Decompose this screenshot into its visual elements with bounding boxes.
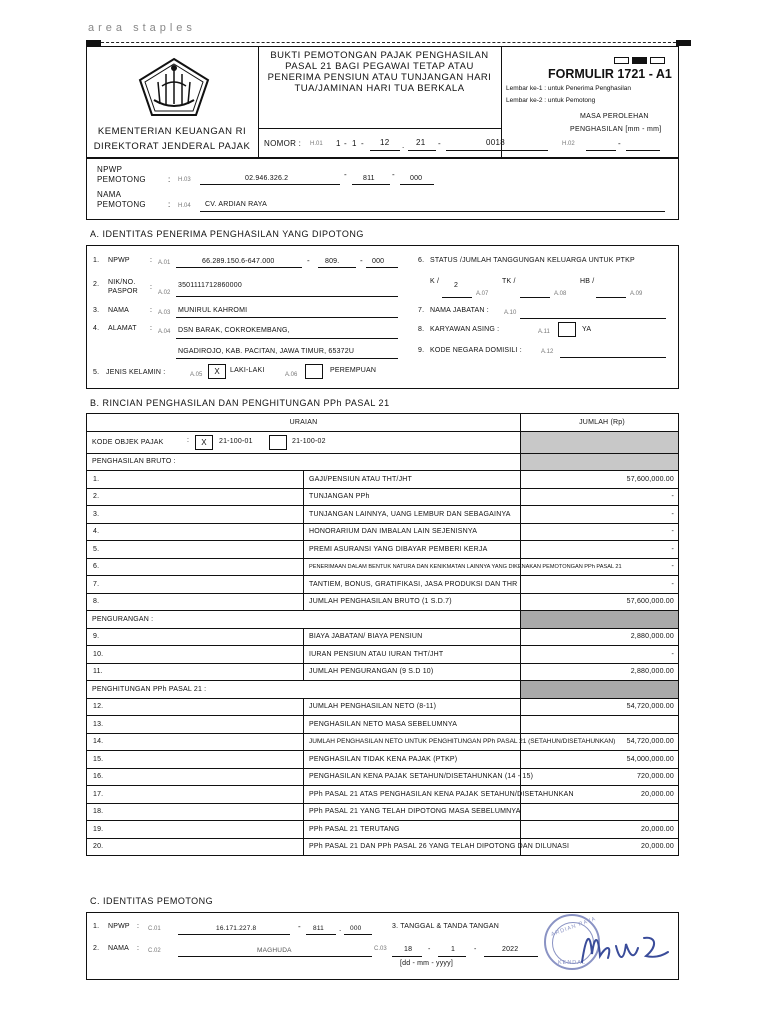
lembar-1: Lembar ke-1 : untuk Penerima Penghasilan [506,85,632,92]
kode-objek-row: KODE OBJEK PAJAK : X 21-100-01 21-100-02 [87,431,679,453]
checkbox-laki-laki[interactable]: X [208,364,226,379]
checkbox-21-100-02[interactable] [269,435,287,450]
section-b-title: B. RINCIAN PENGHASILAN DAN PENGHITUNGAN PPh PASAL 21 [90,398,390,408]
table-row: 12. JUMLAH PENGHASILAN NETO (8-11) 54,720,000.00 [87,698,679,716]
table-row: 11. JUMLAH PENGURANGAN (9 S.D 10) 2,880,000.00 [87,663,679,681]
table-row: 8. JUMLAH PENGHASILAN BRUTO (1 S.D.7) 57,600,000.00 [87,593,679,611]
penerima-nama: MUNIRUL KAHROMI [178,307,248,314]
form-title-line-4: TUA/JAMINAN HARI TUA BERKALA [294,83,465,94]
col-jumlah: JUMLAH (Rp) [521,414,679,432]
penerima-npwp-1: 66.289.150.6-647.000 [202,258,275,265]
tanggal-dd: 18 [404,946,413,953]
form-title-line-1: BUKTI PEMOTONGAN PAJAK PENGHASILAN [270,50,489,61]
pemotong-npwp-3: 000 [410,175,423,182]
table-row: 10. IURAN PENSIUN ATAU IURAN THT/JHT - [87,646,679,664]
stamp-text-bottom: KENDAL [558,960,587,966]
table-row: 7. TANTIEM, BONUS, GRATIFIKASI, JASA PRODUKSI DAN THR - [87,576,679,594]
signature-image [560,916,672,974]
penerima-nik: 3501111712860000 [178,282,242,289]
form-title-line-2: PASAL 21 BAGI PEGAWAI TETAP ATAU [285,61,474,72]
penerima-alamat-2: NGADIROJO, KAB. PACITAN, JAWA TIMUR, 65372U [178,348,355,355]
table-row: 19. PPh PASAL 21 TERUTANG 20,000.00 [87,821,679,839]
table-row: 6. PENERIMAAN DALAM BENTUK NATURA DAN KENIKMATAN LAINNYA YANG DIKENAKAN PEMOTONGAN PPh PASAL 21 - [87,558,679,576]
staples-line [86,42,691,43]
masa-from [586,150,616,151]
table-row: 3. TUNJANGAN LAINNYA, UANG LEMBUR DAN SEBAGAINYA - [87,506,679,524]
rincian-table [86,413,679,856]
section-c-title: C. IDENTITAS PEMOTONG [90,896,214,906]
checkbox-21-100-01[interactable]: X [195,435,213,450]
table-row: 17. PPh PASAL 21 ATAS PENGHASILAN KENA PAJAK SETAHUN/DISETAHUNKAN 20,000.00 [87,786,679,804]
tanggal-format: [dd - mm - yyyy] [400,960,453,967]
pemotong-c-npwp-1: 16.171.227.8 [216,925,257,932]
nomor-code: H.01 [310,141,323,147]
form-marker-1 [614,57,629,64]
tanggal-mm: 1 [451,946,456,953]
bruto-header-row: PENGHASILAN BRUTO : [87,453,679,471]
pengurangan-header-row: PENGURANGAN : [87,611,679,629]
table-row: 9. BIAYA JABATAN/ BIAYA PENSIUN 2,880,000.00 [87,628,679,646]
k-value: 2 [454,282,459,289]
table-row: 14. JUMLAH PENGHASILAN NETO UNTUK PENGHITUNGAN PPh PASAL 21 (SETAHUN/DISETAHUNKAN) 54,720,000.00 [87,733,679,751]
ministry-name: KEMENTERIAN KEUANGAN RI [97,126,247,137]
tanggal-yyyy: 2022 [502,946,519,953]
form-title-line-3: PENERIMA PENSIUN ATAU TUNJANGAN HARI [267,72,492,83]
directorate-name: DIREKTORAT JENDERAL PAJAK [93,141,251,152]
form-marker-2 [632,57,647,64]
penerima-npwp-2: 809. [325,258,340,265]
penerima-alamat-1: DSN BARAK, COKROKEMBANG, [178,327,290,334]
section-a-title: A. IDENTITAS PENERIMA PENGHASILAN YANG DIPOTONG [90,229,364,239]
kemenkeu-logo-icon [136,56,212,118]
checkbox-karyawan-asing[interactable] [558,322,576,337]
nomor-c: 12 [380,138,390,147]
table-row: 18. PPh PASAL 21 YANG TELAH DIPOTONG MASA SEBELUMNYA [87,803,679,821]
lembar-2: Lembar ke-2 : untuk Pemotong [506,97,596,104]
nomor-a: 1 [336,139,341,148]
nomor-e: 0018 [486,138,505,147]
pemotong-npwp-1: 02.946.326.2 [245,175,289,182]
table-row: 16. PENGHASILAN KENA PAJAK SETAHUN/DISETAHUNKAN (14 - 15) 720,000.00 [87,768,679,786]
pemotong-c-npwp-2: 811 [313,925,324,932]
pemotong-npwp-2: 811 [363,175,375,182]
stamp-text-top: ARDIAN RAYA [550,916,598,938]
table-row: 2. TUNJANGAN PPh - [87,488,679,506]
nomor-d: 21 [416,138,426,147]
checkbox-perempuan[interactable] [305,364,323,379]
table-row: 1. GAJI/PENSIUN ATAU THT/JHT 57,600,000.00 [87,471,679,489]
nomor-b: 1 [352,139,357,148]
table-row: 13. PENGHASILAN NETO MASA SEBELUMNYA [87,716,679,734]
masa-to [626,150,660,151]
col-uraian: URAIAN [87,414,521,432]
pemotong-nama: CV. ARDIAN RAYA [205,201,268,208]
masa-code: H.02 [562,141,575,147]
masa-label-1: MASA PEROLEHAN [580,113,649,120]
masa-label-2: PENGHASILAN [mm - mm] [570,126,662,133]
penerima-npwp-3: 000 [372,258,385,265]
pemotong-c-nama: MAGHUDA [257,947,292,954]
formulir-title: FORMULIR 1721 - A1 [548,67,672,81]
penghitungan-header-row: PENGHITUNGAN PPh PASAL 21 : [87,681,679,699]
pemotong-c-npwp-3: 000 [350,925,362,932]
table-row: 5. PREMI ASURANSI YANG DIBAYAR PEMBERI KERJA - [87,541,679,559]
form-marker-3 [650,57,665,64]
table-row: 4. HONORARIUM DAN IMBALAN LAIN SEJENISNYA - [87,523,679,541]
table-row: 20. PPh PASAL 21 DAN PPh PASAL 26 YANG TELAH DIPOTONG DAN DILUNASI 20,000.00 [87,838,679,856]
table-header-row [87,414,679,432]
nomor-label: NOMOR : [264,139,302,148]
table-row: 15. PENGHASILAN TIDAK KENA PAJAK (PTKP) 54,000,000.00 [87,751,679,769]
staples-label: area staples [88,22,196,34]
